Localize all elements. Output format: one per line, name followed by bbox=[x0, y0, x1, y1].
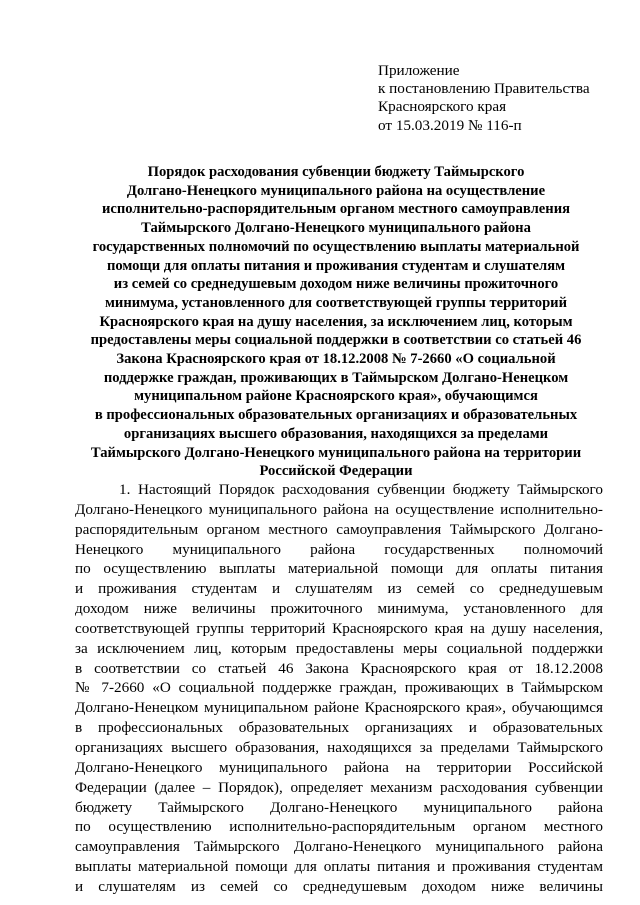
appendix-line: к постановлению Правительства bbox=[378, 80, 590, 98]
body-line: в соответствии со статьей 46 Закона Красноярского края от 18.12.2008 bbox=[75, 659, 603, 677]
title-line: исполнительно-распорядительным органом местного самоуправления bbox=[102, 201, 570, 218]
title-line: Порядок расходования субвенции бюджету Таймырского bbox=[147, 164, 525, 180]
body-line: выплаты материальной помощи для оплаты питания и проживания студентам bbox=[75, 858, 603, 876]
title-line: Таймырского Долгано-Ненецкого муниципального района на территории bbox=[90, 444, 582, 461]
body-line: в профессиональных образовательных организациях и образовательных bbox=[75, 719, 603, 737]
appendix-line: Красноярского края bbox=[378, 98, 507, 116]
body-line: доходом ниже величины прожиточного минимума, установленного для bbox=[75, 600, 603, 618]
body-line: Ненецкого муниципального района государственных полномочий bbox=[75, 540, 603, 558]
title-line: помощи для оплаты питания и проживания студентам и слушателям bbox=[106, 257, 566, 274]
body-line: Долгано-Ненецком муниципальном районе Красноярского края», обучающимся bbox=[75, 699, 603, 717]
body-line: Долгано-Ненецкого муниципального района на территории Российской bbox=[75, 758, 603, 776]
appendix-line: Приложение bbox=[378, 62, 460, 79]
body-line: соответствующей группы территорий Красноярского края на душу населения, bbox=[75, 619, 603, 637]
body-line: и проживания студентам и слушателям из семей со среднедушевым bbox=[75, 580, 603, 598]
title-line: муниципальном районе Красноярского края», обучающимся bbox=[134, 388, 538, 405]
title-line: предоставлены меры социальной поддержки в соответствии со статьей 46 bbox=[90, 332, 582, 349]
title-line: поддержке граждан, проживающих в Таймырском Долгано-Ненецком bbox=[103, 369, 569, 386]
body-line: и слушателям из семей со среднедушевым доходом ниже величины bbox=[75, 877, 603, 895]
title-line: Красноярского края на душу населения, за исключением лиц, которым bbox=[99, 313, 573, 330]
body-paragraph bbox=[75, 480, 603, 897]
appendix-line: от 15.03.2019 № 116-п bbox=[378, 116, 522, 134]
body-line: № 7-2660 «О социальной поддержке граждан, проживающих в Таймырском bbox=[75, 679, 603, 697]
body-line: бюджету Таймырского Долгано-Ненецкого муниципального района bbox=[75, 798, 603, 816]
title-line: государственных полномочий по осуществлению выплаты материальной bbox=[92, 238, 580, 255]
body-line: по осуществлению исполнительно-распорядительным органом местного bbox=[75, 818, 603, 836]
body-line: распорядительным органом местного самоуправления Таймырского Долгано- bbox=[75, 520, 603, 538]
title-line: Долгано-Ненецкого муниципального района на осуществление bbox=[126, 182, 546, 199]
title-line: Российской Федерации bbox=[259, 463, 413, 480]
title-line: Закона Красноярского края от 18.12.2008 № 7-2660 «О социальной bbox=[116, 351, 556, 368]
body-line: самоуправления Таймырского Долгано-Ненецкого муниципального района bbox=[75, 838, 603, 856]
title-line: из семей со среднедушевым доходом ниже величины прожиточного bbox=[113, 276, 559, 293]
body-line: Федерации (далее – Порядок), определяет механизм расходования субвенции bbox=[75, 778, 603, 796]
title-line: в профессиональных образовательных организациях и образовательных bbox=[94, 407, 578, 424]
body-line: Долгано-Ненецкого муниципального района на осуществление исполнительно- bbox=[75, 500, 603, 518]
title-line: минимума, установленного для соответствующей группы территорий bbox=[104, 294, 568, 311]
body-line: 1. Настоящий Порядок расходования субвенции бюджету Таймырского bbox=[119, 481, 603, 498]
document-title bbox=[66, 163, 606, 481]
title-line: Таймырского Долгано-Ненецкого муниципального района bbox=[141, 220, 531, 237]
body-line: за исключением лиц, которым предоставлены меры социальной поддержки bbox=[75, 639, 603, 657]
body-line: организациях высшего образования, находящихся за пределами Таймырского bbox=[75, 738, 603, 756]
title-line: организациях высшего образования, находящихся за пределами bbox=[123, 425, 549, 442]
appendix-block bbox=[378, 62, 618, 135]
body-line: по осуществлению выплаты материальной помощи для оплаты питания bbox=[75, 560, 603, 578]
